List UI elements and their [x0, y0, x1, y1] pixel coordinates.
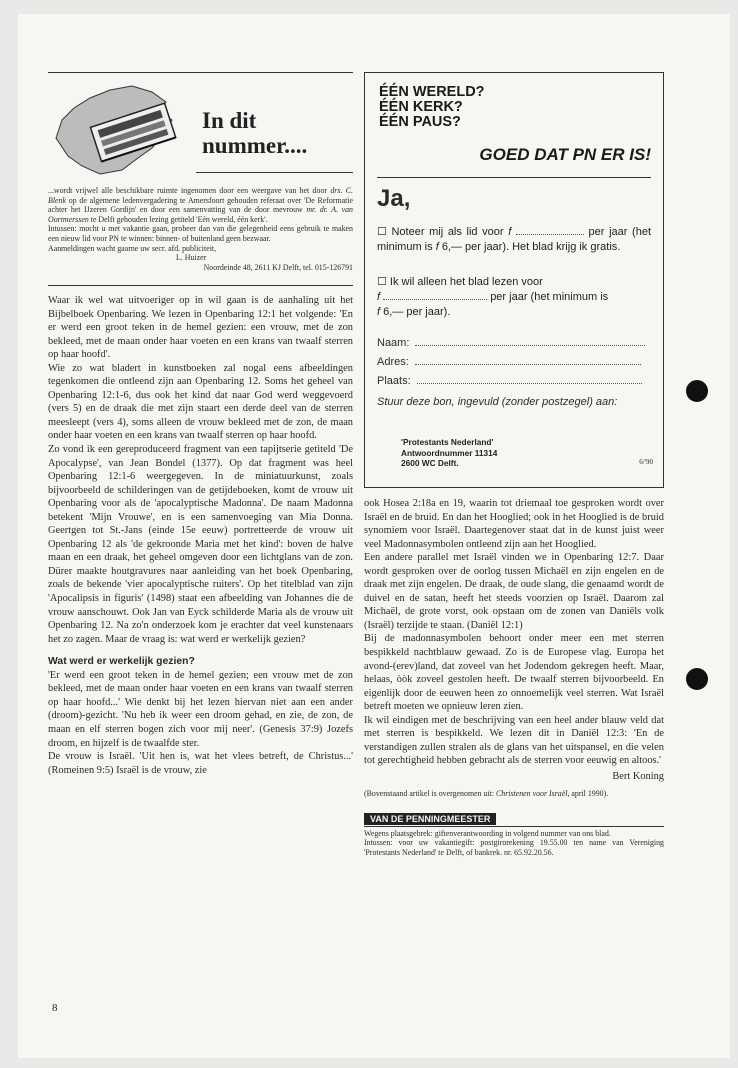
right-paragraph-3: Bij de madonnasymbolen behoort onder meer een met sterren bespikkeld nachtblauw gewaad. Zo is de Europese vlag. Europa het avond-(erev)land, dat zoveel van het Jodendom gekregen heeft. Maar, helaas, òòk zoveel gestolen heeft. De twaalf sterren bijvoorbeeld. En eigenlijk door de eeuwen heen zo onnoemelijk veel sterren. Wat Israël betreft moeten we opnieuw leren zien. [364, 633, 664, 713]
left-paragraph-4: 'Er werd een groot teken in de hemel gezien; een vrouw met de zon bekleed, met de maan onder haar voeten en een krans van twaalf sterren op haar hoofd...' Wie denkt bij het lezen hiervan niet aan een ander (droom)-gezicht. 'Nu heb ik weer een droom gehad, en zie, de zon, de maan en elf sterren bogen zich voor mij neer'. (Genesis 37:9) Jozefs droom, en hijzelf is de twaalfde ster. [48, 669, 353, 749]
punch-hole-top [686, 380, 708, 402]
guilder-symbol: f [377, 306, 381, 318]
source-prefix: (Bovenstaand artikel is overgenomen uit: [364, 789, 496, 799]
intro-notice-1: Intussen: mocht u met vakantie gaan, probeer dan van die gelegenheid eens gebruik te maken een nieuw lid voor PN te winnen: binnen- of buitenland geen bezwaar. [48, 224, 353, 243]
coupon-ja: Ja, [377, 185, 411, 212]
header-title-line2: nummer.... [202, 133, 308, 158]
treasurer-heading-text: VAN DE PENNINGMEESTER [370, 814, 491, 825]
treasurer-heading [364, 813, 496, 825]
address-field[interactable] [415, 364, 641, 365]
guilder-symbol: f [435, 241, 439, 253]
membership-coupon [364, 72, 664, 488]
page-number: 8 [52, 1002, 58, 1014]
header-rule [48, 72, 353, 73]
left-paragraph-5: De vrouw is Israël. 'Uit hen is, wat het vlees betreft, de Christus...' (Romeinen 9:5) Israël is de vrouw, zie [48, 751, 353, 776]
member-amount-field[interactable] [516, 234, 584, 235]
netherlands-map-illustration [48, 78, 213, 178]
intro-rule [48, 285, 353, 286]
coupon-send-instruction: Stuur deze bon, ingevuld (zonder postzegel) aan: [377, 396, 618, 408]
guilder-symbol: f [377, 291, 381, 303]
right-paragraph-4: Ik wil eindigen met de beschrijving van een heel ander blauw veld dat met sterren is bespikkeld. We lezen dit in Daniël 12:3: 'En de verstandigen zullen stralen als de glans van het uitspansel, en die velen tot gerechtigheid hebben gebracht als de sterren voor eeuwig en altoos.' [364, 714, 664, 767]
magazine-page [18, 14, 730, 1058]
coupon-name-row [377, 337, 645, 349]
section-heading: Wat werd er werkelijk gezien? [48, 656, 195, 668]
place-field[interactable] [417, 383, 642, 384]
coupon-address-row [377, 356, 641, 368]
coupon-headline-1: ÉÉN WERELD? [379, 84, 485, 100]
intro-text-2: op de algemene ledenvergadering te Amersfoort gehouden referaat over 'De Reformatie achter het IJzeren Gordijn' en door een samenvatting van de door mevrouw [48, 195, 353, 215]
coupon-place-row [377, 375, 642, 387]
right-paragraph-2: Een andere parallel met Israël vinden we in Openbaring 12:7. Daar wordt gesproken over de oorlog tussen Michaël en zijn engelen en de draak met zijn engelen. De draak, de oude slang, die genaamd wordt de duivel en de satan, heeft het steeds voorzien op Israël. Daarom zal Michaël, de grote vorst, ook opstaan om de zonen van Daniëls volk (Israël) terzijde te staan. (Daniël 12:1) [364, 552, 664, 631]
header-title-line1: In dit [202, 108, 257, 133]
guilder-symbol: f [508, 226, 512, 238]
coupon-headline-2: ÉÉN KERK? [379, 99, 463, 115]
option-subscribe-text: ☐ Ik wil alleen het blad lezen voor [377, 276, 543, 288]
coupon-headline-3: ÉÉN PAUS? [379, 114, 461, 130]
address-label: Adres: [377, 356, 409, 368]
option-subscribe-per: per jaar (het minimum is [490, 291, 609, 303]
intro-author-1: drs. C. Blenk [48, 186, 353, 205]
left-paragraph-1: Waar ik wel wat uitvoeriger op in wil gaan is de aanhaling uit het Bijbelboek Openbaring. We lezen in Openbaring 12:1 het volgende: 'En er werd een groot teken in de hemel gezien: een vrouw, met de zon bekleed, met de maan onder haar voeten en een krans van twaalf sterren op haar hoofd'. [48, 295, 353, 361]
right-paragraph-1: ook Hosea 2:18a en 19, waarin tot driemaal toe gesproken wordt over Israël en de bruid. En dan het Hooglied; ook in het Hooglied is de bruid synomiem voor Israël. Daartegenover staat dat in de kunst juist weer veel Madonnasymbolen ontleend zijn aan het Hooglied. [364, 498, 664, 550]
option-member-minimum: jaar (het minimum is [377, 226, 652, 253]
intro-paragraph [48, 186, 353, 224]
intro-signer: L. Huizer [176, 253, 207, 263]
intro-notice-2: Aanmeldingen wacht gaarne uw secr. afd. publiciteit, [48, 243, 217, 253]
recipient-postcode: 2600 WC Delft. [401, 458, 459, 468]
name-label: Naam: [377, 337, 410, 349]
left-paragraph-3: Zo vond ik een gereproduceerd fragment van een tapijtserie getiteld 'De Apocalypse', van Jean Bondel (1377). Op dat fragment was heel Openbaring 12:1-6 weergegeven. In de miniatuurkunst, zoals bijvoorbeeld de schilderingen van de getijdeboeken, komt de vrouw uit Openbaring voor als de 'apocalyptische Madonna'. De naam Madonna betekent 'Mijn Vrouwe', en is een samenvoeging van Mia Donna. Geertgen tot St.-Jans (einde 15e eeuw) portretteerde de vrouw uit Openbaring 12 als 'de gekroonde Maria met het kind': boven de halve maan en een draak, het geheel omgeven door een lichtglans van de zon. Dürer maakte houtgravures naar aanleiding van het boek Openbaring, zoals de bekende 'vier apocalyptische ruiters'. Op het titelblad van zijn 'Apocalipsis in figuris' (1498) staat een afbeelding van Johannes die de vrouw aanschouwt. Ook Jan van Eyck schilderde Maria als de vrouw uit Openbaring 12. Na zo'n onderzoek kom je erachter dat veel kunstenaars het zo zagen. Maar de vraag is: wat werd er werkelijk gezien? [48, 444, 353, 645]
coupon-headline [379, 85, 485, 130]
option-member-per: per [588, 226, 605, 238]
coupon-option-member[interactable] [377, 225, 651, 255]
treasurer-paragraph-1: Wegens plaatsgebrek: giftenverantwoording in volgend nummer van ons blad. [364, 828, 611, 838]
intro-text-1: ...wordt vrijwel alle beschikbare ruimte ingenomen door een weergave van het door [48, 186, 331, 195]
source-title: Christenen voor Israël [496, 789, 568, 799]
recipient-name: 'Protestants Nederland' [401, 437, 494, 447]
recipient-number: Antwoordnummer 11314 [401, 447, 498, 458]
place-label: Plaats: [377, 375, 411, 387]
subscribe-amount-field[interactable] [383, 299, 487, 300]
header-title [202, 108, 307, 158]
coupon-option-subscribe[interactable] [377, 275, 651, 320]
option-member-text: ☐ Noteer mij als lid voor [377, 226, 504, 238]
left-paragraph-2: Wie zo wat bladert in kunstboeken zal nogal eens afbeeldingen tegenkomen die ontleend zijn aan Openbaring 12. Soms het geheel van Openbaring 12:1-6, dus ook het kind dat naar God werd weggevoerd (vers 5) en de draak die met zijn staart een derde deel van de sterren meesleept (vers 4), soms alleen de vrouw bekleed met de zon, de maan onder haar voeten en een krans van twaalf sterren op haar hoofd. [48, 362, 353, 442]
coupon-tagline: GOED DAT PN ER IS! [479, 145, 651, 164]
left-column [48, 294, 353, 777]
author-name: Bert Koning [612, 770, 664, 782]
intro-author-2: mr. dr. A. van Oortmerssen [48, 205, 353, 224]
source-suffix: , april 1990). [567, 789, 609, 799]
option-member-rest: 6,— per jaar). Het blad krijg ik gratis. [441, 241, 621, 253]
header-title-rule [196, 172, 353, 173]
coupon-code: 6/'90 [639, 458, 653, 466]
name-field[interactable] [415, 345, 645, 346]
intro-address: Noordeinde 48, 2611 KJ Delft, tel. 015-126791 [203, 262, 353, 272]
punch-hole-bottom [686, 668, 708, 690]
right-column [364, 497, 664, 857]
coupon-recipient [401, 437, 497, 469]
treasurer-paragraph-2: Intussen: voor uw vakantiegift: postgirorekening 19.55.00 ten name van Vereniging 'Protestants Nederland' te Delft, of bankrek. nr. 65.92.20.56. [364, 838, 664, 857]
intro-text-3: te Delft gehouden lezing getiteld 'Eén wereld, één kerk'. [88, 214, 268, 224]
coupon-divider [377, 177, 651, 178]
treasurer-rule [364, 826, 664, 827]
option-subscribe-rest: 6,— per jaar). [383, 306, 451, 318]
source-note [364, 789, 664, 799]
intro-block [48, 186, 353, 272]
